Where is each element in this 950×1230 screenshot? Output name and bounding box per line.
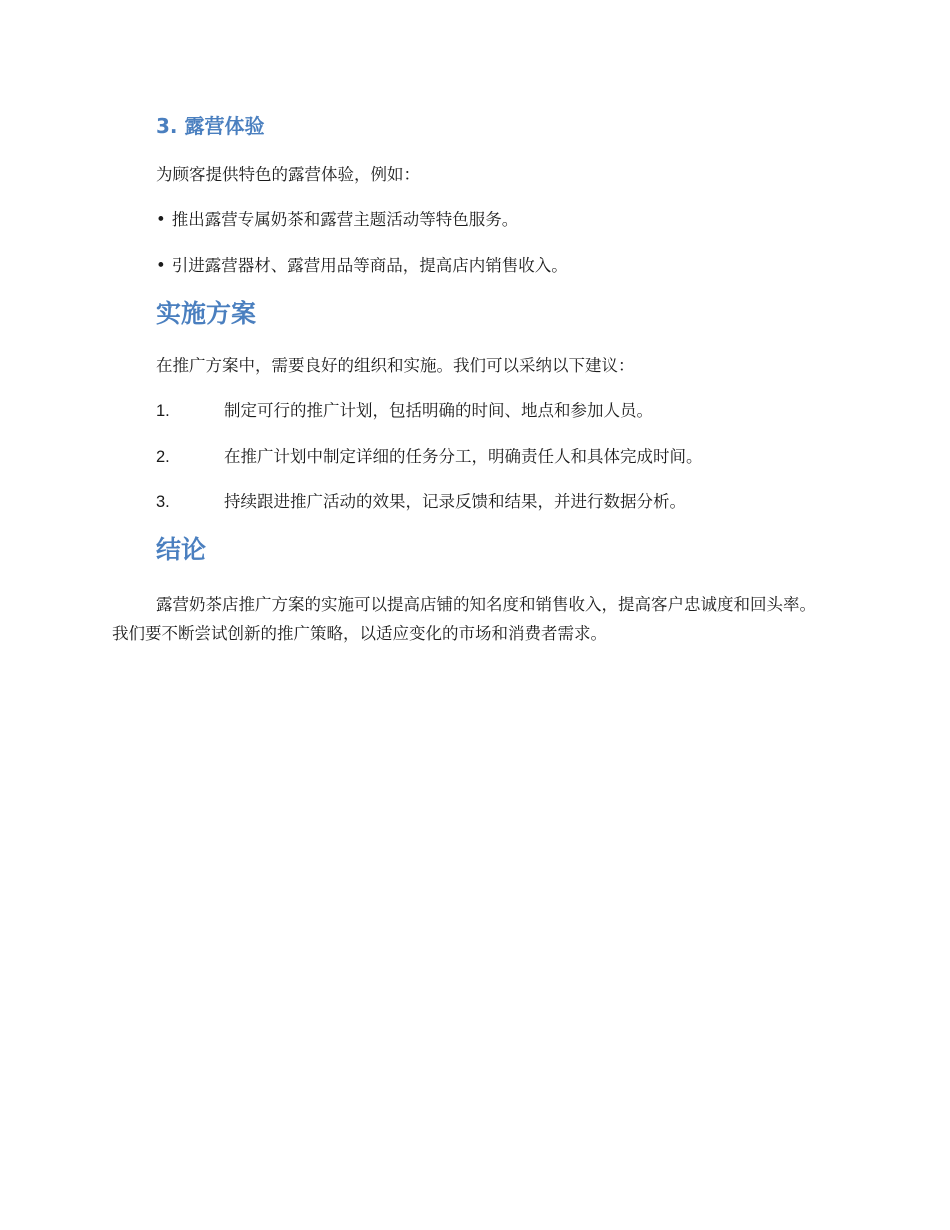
numbered-item xyxy=(156,399,653,423)
item-number: 3. xyxy=(156,493,170,511)
item-number: 2. xyxy=(156,448,170,466)
list-item xyxy=(156,254,568,278)
numbered-item xyxy=(156,445,703,469)
item-text: 制定可行的推广计划，包括明确的时间、地点和参加人员。 xyxy=(224,401,653,420)
bullet-text: 推出露营专属奶茶和露营主题活动等特色服务。 xyxy=(171,210,519,229)
numbered-item xyxy=(156,490,686,514)
item-number: 1. xyxy=(156,402,170,420)
item-text: 在推广计划中制定详细的任务分工，明确责任人和具体完成时间。 xyxy=(224,447,703,466)
item-text: 持续跟进推广活动的效果，记录反馈和结果，并进行数据分析。 xyxy=(224,492,686,511)
list-item xyxy=(156,208,518,232)
section-heading-conclusion: 结论 xyxy=(156,535,207,564)
plan-intro: 在推广方案中，需要良好的组织和实施。我们可以采纳以下建议： xyxy=(156,356,635,375)
bullet-icon: • xyxy=(156,256,166,275)
section-heading-plan: 实施方案 xyxy=(156,299,257,328)
section-heading-camping: 3. 露营体验 xyxy=(156,114,265,138)
bullet-text: 引进露营器材、露营用品等商品，提高店内销售收入。 xyxy=(171,256,568,275)
camping-intro: 为顾客提供特色的露营体验，例如： xyxy=(156,165,420,184)
bullet-icon: • xyxy=(156,210,166,229)
conclusion-paragraph: 露营奶茶店推广方案的实施可以提高店铺的知名度和销售收入，提高客户忠诚度和回头率。我们要不断尝试创新的推广策略，以适应变化的市场和消费者需求。 xyxy=(112,595,816,643)
